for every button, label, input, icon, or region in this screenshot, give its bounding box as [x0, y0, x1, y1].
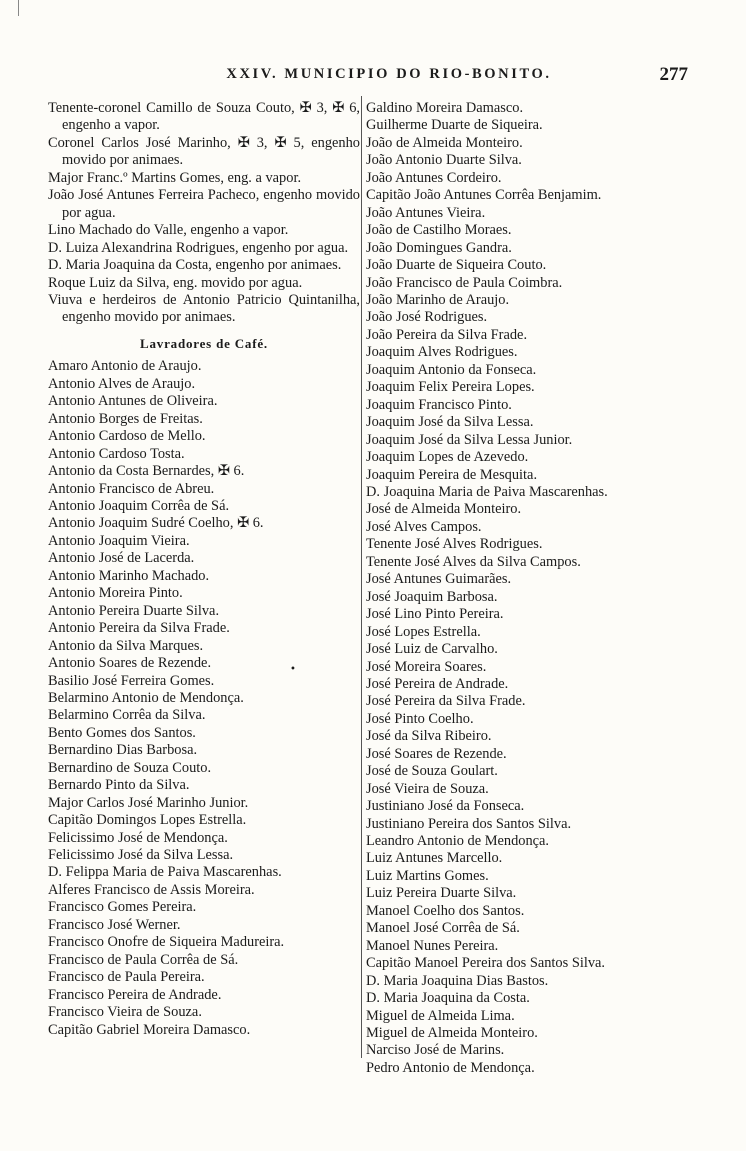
list-item: Capitão João Antunes Corrêa Benjamim. [366, 187, 602, 204]
list-item: Joaquim Antonio da Fonseca. [366, 361, 537, 378]
list-item: Leandro Antonio de Mendonça. [366, 833, 550, 850]
list-item: Capitão Gabriel Moreira Damasco. [48, 1021, 251, 1038]
list-item: João Antunes Cordeiro. [366, 169, 502, 186]
list-item: Tenente José Alves Rodrigues. [366, 536, 543, 553]
page-number: 277 [659, 64, 688, 85]
list-item: D. Maria Joaquina da Costa, engenho por animaes. [48, 257, 342, 274]
list-item: João Marinho de Araujo. [366, 291, 510, 308]
list-item: D. Joaquina Maria de Paiva Mascarenhas. [366, 483, 608, 500]
list-item: José Lino Pinto Pereira. [366, 606, 504, 623]
engenho-list [48, 100, 360, 327]
list-item: Capitão Manoel Pereira dos Santos Silva. [366, 955, 606, 972]
list-item: Bento Gomes dos Santos. [48, 724, 196, 741]
right-column [366, 100, 684, 1077]
list-item: Lino Machado do Valle, engenho a vapor. [48, 222, 289, 239]
list-item: Miguel de Almeida Monteiro. [366, 1025, 538, 1042]
list-item: Tenente José Alves da Silva Campos. [366, 553, 581, 570]
list-item: D. Maria Joaquina da Costa. [366, 990, 530, 1007]
list-item: José Antunes Guimarães. [366, 571, 512, 588]
column-divider [361, 96, 362, 1058]
list-item: José Luiz de Carvalho. [366, 641, 498, 658]
list-item: Pedro Antonio de Mendonça. [366, 1059, 535, 1076]
list-item: Antonio Antunes de Oliveira. [48, 393, 218, 410]
list-item: Capitão Domingos Lopes Estrella. [48, 812, 247, 829]
list-item: Miguel de Almeida Lima. [366, 1007, 515, 1024]
list-item: Antonio José de Lacerda. [48, 550, 195, 567]
list-item: Narciso José de Marins. [366, 1042, 505, 1059]
list-item: José de Souza Goulart. [366, 763, 498, 780]
list-item: João de Almeida Monteiro. [366, 134, 523, 151]
list-item: Antonio Cardoso Tosta. [48, 445, 185, 462]
list-item: João José Rodrigues. [366, 309, 488, 326]
list-item: Luiz Antunes Marcello. [366, 850, 503, 867]
list-item: Antonio Marinho Machado. [48, 567, 210, 584]
list-item: João Domingues Gandra. [366, 239, 512, 256]
list-item: José Joaquim Barbosa. [366, 588, 498, 605]
list-item: Antonio Alves de Araujo. [48, 375, 196, 392]
list-item: Bernardino Dias Barbosa. [48, 742, 198, 759]
list-item: Joaquim Felix Pereira Lopes. [366, 379, 535, 396]
list-item: João Duarte de Siqueira Couto. [366, 257, 547, 274]
list-item: Tenente-coronel Camillo de Souza Couto, ✠ 3, ✠ 6, engenho a vapor. [48, 100, 360, 134]
list-item: Antonio Joaquim Vieira. [48, 532, 190, 549]
list-item: José Lopes Estrella. [366, 623, 481, 640]
list-item: Amaro Antonio de Araujo. [48, 358, 202, 375]
list-item: João José Antunes Ferreira Pacheco, engenho movido por agua. [48, 187, 360, 221]
stray-mark: • [290, 664, 296, 675]
list-item: José Moreira Soares. [366, 658, 487, 675]
list-item: Roque Luiz da Silva, eng. movido por agua. [48, 274, 303, 291]
lavradores-list-right [366, 100, 684, 1077]
list-item: Felicissimo José de Mendonça. [48, 829, 228, 846]
list-item: Major Franc.º Martins Gomes, eng. a vapor. [48, 169, 302, 186]
list-item: Francisco Pereira de Andrade. [48, 986, 222, 1003]
list-item: Guilherme Duarte de Siqueira. [366, 117, 543, 134]
list-item: Antonio Pereira da Silva Frade. [48, 620, 230, 637]
list-item: Joaquim Alves Rodrigues. [366, 344, 518, 361]
list-item: Francisco de Paula Pereira. [48, 969, 205, 986]
list-item: João Pereira da Silva Frade. [366, 326, 528, 343]
list-item: Francisco José Werner. [48, 916, 181, 933]
list-item: João Francisco de Paula Coimbra. [366, 274, 563, 291]
list-item: José de Almeida Monteiro. [366, 501, 522, 518]
list-item: Antonio Soares de Rezende. [48, 655, 212, 672]
list-item: Viuva e herdeiros de Antonio Patricio Quintanilha, engenho movido por animaes. [48, 291, 360, 326]
list-item: Joaquim Francisco Pinto. [366, 396, 512, 413]
list-item: Antonio Joaquim Sudré Coelho, ✠ 6. [48, 515, 264, 532]
list-item: Belarmino Antonio de Mendonça. [48, 689, 244, 706]
list-item: José Alves Campos. [366, 518, 482, 535]
list-item: Francisco Vieira de Souza. [48, 1004, 202, 1021]
left-column [48, 100, 360, 1039]
list-item: José Soares de Rezende. [366, 745, 507, 762]
list-item: Luiz Martins Gomes. [366, 867, 489, 884]
list-item: Antonio Borges de Freitas. [48, 410, 203, 427]
list-item: Alferes Francisco de Assis Moreira. [48, 881, 255, 898]
section-title: Lavradores de Café. [140, 335, 268, 351]
page-header [48, 64, 688, 88]
list-item: João Antunes Vieira. [366, 204, 486, 221]
list-item: Antonio Pereira Duarte Silva. [48, 602, 220, 619]
running-head: XXIV. MUNICIPIO DO RIO-BONITO. [226, 66, 552, 82]
list-item: José Pinto Coelho. [366, 710, 474, 727]
list-item: Manoel José Corrêa de Sá. [366, 920, 520, 937]
list-item: Francisco Onofre de Siqueira Madureira. [48, 934, 285, 951]
list-item: Francisco Gomes Pereira. [48, 899, 197, 916]
list-item: Bernardino de Souza Couto. [48, 759, 212, 776]
list-item: Basilio José Ferreira Gomes. [48, 672, 215, 689]
list-item: Manoel Coelho dos Santos. [366, 902, 525, 919]
list-item: Joaquim Lopes de Azevedo. [366, 449, 529, 466]
list-item: José da Silva Ribeiro. [366, 728, 492, 745]
list-item: Antonio Cardoso de Mello. [48, 428, 206, 445]
list-item: Antonio da Costa Bernardes, ✠ 6. [48, 463, 245, 480]
list-item: Joaquim Pereira de Mesquita. [366, 466, 538, 483]
list-item: Manoel Nunes Pereira. [366, 937, 499, 954]
list-item: Major Carlos José Marinho Junior. [48, 794, 249, 811]
list-item: Francisco de Paula Corrêa de Sá. [48, 951, 239, 968]
list-item: Antonio da Silva Marques. [48, 637, 204, 654]
list-item: João Antonio Duarte Silva. [366, 152, 522, 169]
list-item: Antonio Francisco de Abreu. [48, 480, 215, 497]
list-item: D. Felippa Maria de Paiva Mascarenhas. [48, 864, 282, 881]
list-item: Antonio Moreira Pinto. [48, 585, 183, 602]
list-item: Felicissimo José da Silva Lessa. [48, 847, 234, 864]
list-item: Luiz Pereira Duarte Silva. [366, 885, 517, 902]
lavradores-list-left [48, 358, 360, 1039]
list-item: José Vieira de Souza. [366, 780, 489, 797]
list-item: D. Luiza Alexandrina Rodrigues, engenho por agua. [48, 239, 349, 256]
list-item: Justiniano Pereira dos Santos Silva. [366, 815, 572, 832]
list-item: Belarmino Corrêa da Silva. [48, 707, 206, 724]
list-item: José Pereira da Silva Frade. [366, 693, 526, 710]
page-edge-mark [18, 0, 19, 16]
list-item: Justiniano José da Fonseca. [366, 798, 525, 815]
list-item: Antonio Joaquim Corrêa de Sá. [48, 497, 230, 514]
list-item: Galdino Moreira Damasco. [366, 100, 524, 116]
list-item: D. Maria Joaquina Dias Bastos. [366, 972, 549, 989]
list-item: Joaquim José da Silva Lessa. [366, 414, 534, 431]
list-item: Bernardo Pinto da Silva. [48, 777, 190, 794]
list-item: Coronel Carlos José Marinho, ✠ 3, ✠ 5, engenho movido por animaes. [48, 134, 360, 169]
list-item: José Pereira de Andrade. [366, 675, 509, 692]
list-item: João de Castilho Moraes. [366, 222, 512, 239]
list-item: Joaquim José da Silva Lessa Junior. [366, 431, 573, 448]
